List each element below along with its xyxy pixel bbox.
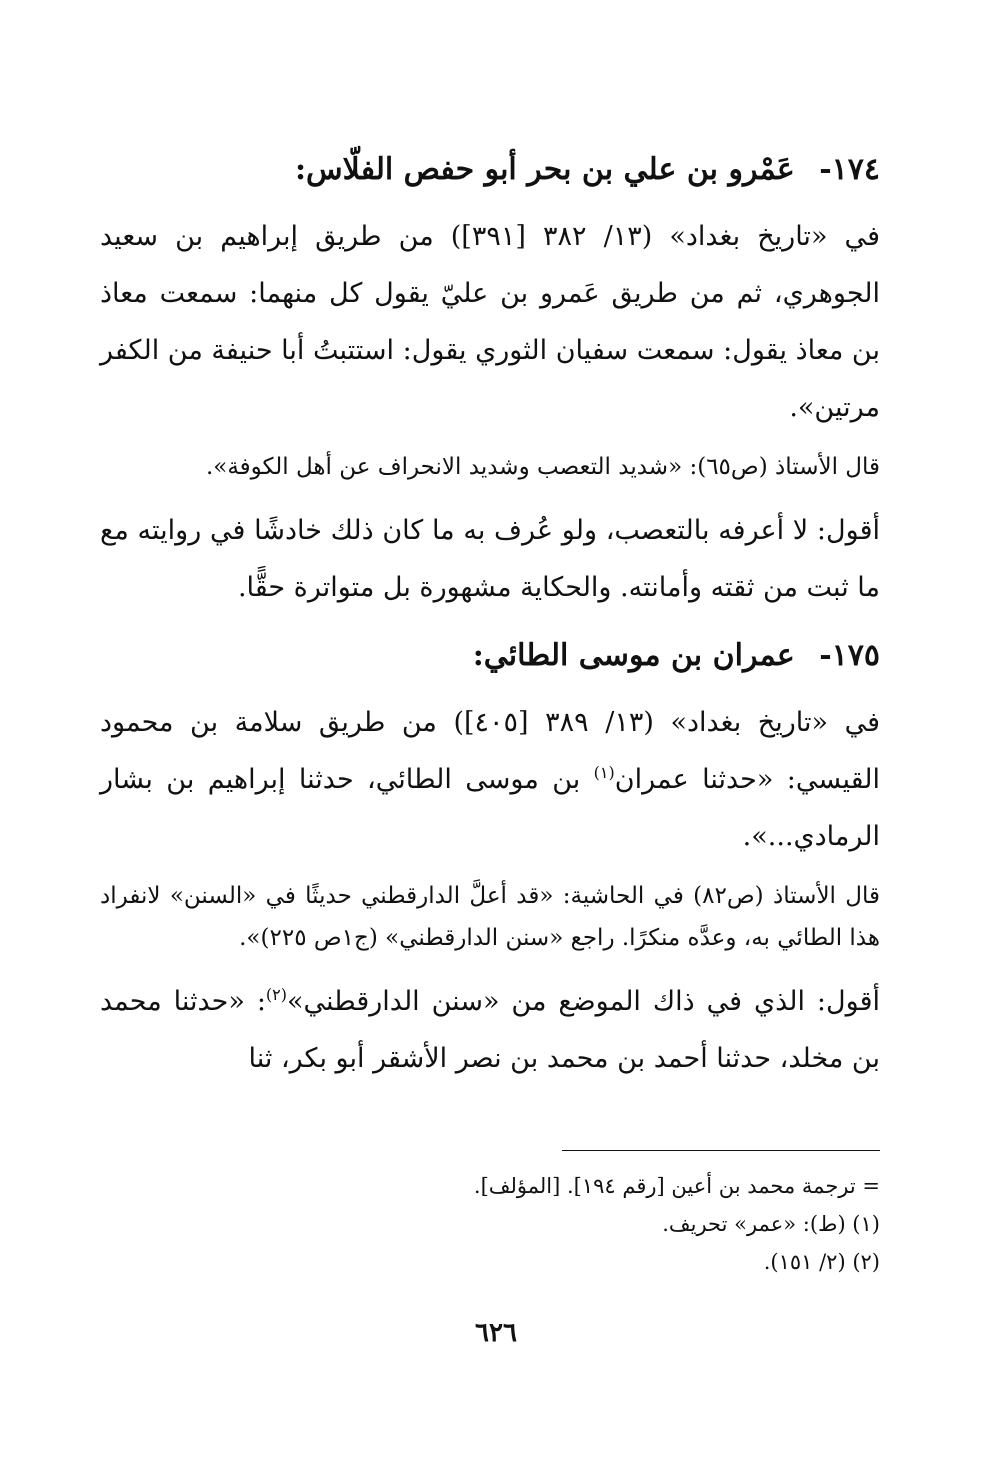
entry-heading-174 (100, 140, 880, 200)
text-run: أقول: الذي في ذاك الموضع من «سنن الدارقطني» (287, 986, 880, 1017)
entry-heading-175 (100, 626, 880, 686)
footnote-item: (٢) (٢/ ١٥١). (763, 1250, 880, 1274)
body-paragraph (100, 694, 880, 865)
entry-number: ١٧٤- (819, 152, 880, 187)
text-run: : «حدثنا محمد بن مخلد، حدثنا أحمد بن محمد بن نصر الأشقر أبو بكر، ثنا (100, 986, 880, 1074)
entry-number: ١٧٥- (819, 638, 880, 673)
entry-title: عمران بن موسى الطائي: (472, 638, 795, 673)
footnote-item: = ترجمة محمد بن أعين [رقم ١٩٤]. [المؤلف]. (473, 1174, 880, 1198)
page-number: ٦٢٦ (475, 1318, 517, 1348)
entry-title: عَمْرو بن علي بن بحر أبو حفص الفلّاس: (294, 152, 795, 187)
footnote-ref: (٢) (265, 985, 288, 1004)
text-run: في «تاريخ بغداد» (١٣/ ٣٨٩ [٤٠٥]) من طريق سلامة بن محمود القيسي: «حدثنا عمران (100, 707, 880, 795)
footnote-ref: (١) (593, 763, 615, 782)
page-body (100, 140, 880, 1097)
text-run: بن موسى الطائي، حدثنا إبراهيم بن بشار الرمادي...». (100, 764, 880, 852)
footnote-divider (562, 1150, 880, 1151)
footnotes (100, 1150, 880, 1281)
quote-paragraph: قال الأستاذ (ص٦٥): «شديد التعصب وشديد الانحراف عن أهل الكوفة». (205, 454, 880, 480)
body-paragraph: في «تاريخ بغداد» (١٣/ ٣٨٢ [٣٩١]) من طريق إبراهيم بن سعيد الجوهري، ثم من طريق عَمرو بن عليّ يقول كل منهما: سمعت معاذ بن معاذ يقول: سمعت سفيان الثوري يقول: استتبتُ أبا حنيفة من الكفر مرتين». (100, 221, 880, 423)
quote-paragraph: قال الأستاذ (ص٨٢) في الحاشية: «قد أعلَّ الدارقطني حديثًا في «السنن» لانفراد هذا الطائي به، وعدَّه منكرًا. راجع «سنن الدارقطني» (ج١ص ٢٢٥)». (100, 883, 880, 951)
footnote-item: (١) (ط): «عمر» تحريف. (662, 1212, 880, 1236)
body-paragraph (100, 973, 880, 1087)
body-paragraph: أقول: لا أعرفه بالتعصب، ولو عُرف به ما كان ذلك خادشًا في روايته مع ما ثبت من ثقته وأمانته. والحكاية مشهورة بل متواترة حقًّا. (100, 515, 880, 603)
